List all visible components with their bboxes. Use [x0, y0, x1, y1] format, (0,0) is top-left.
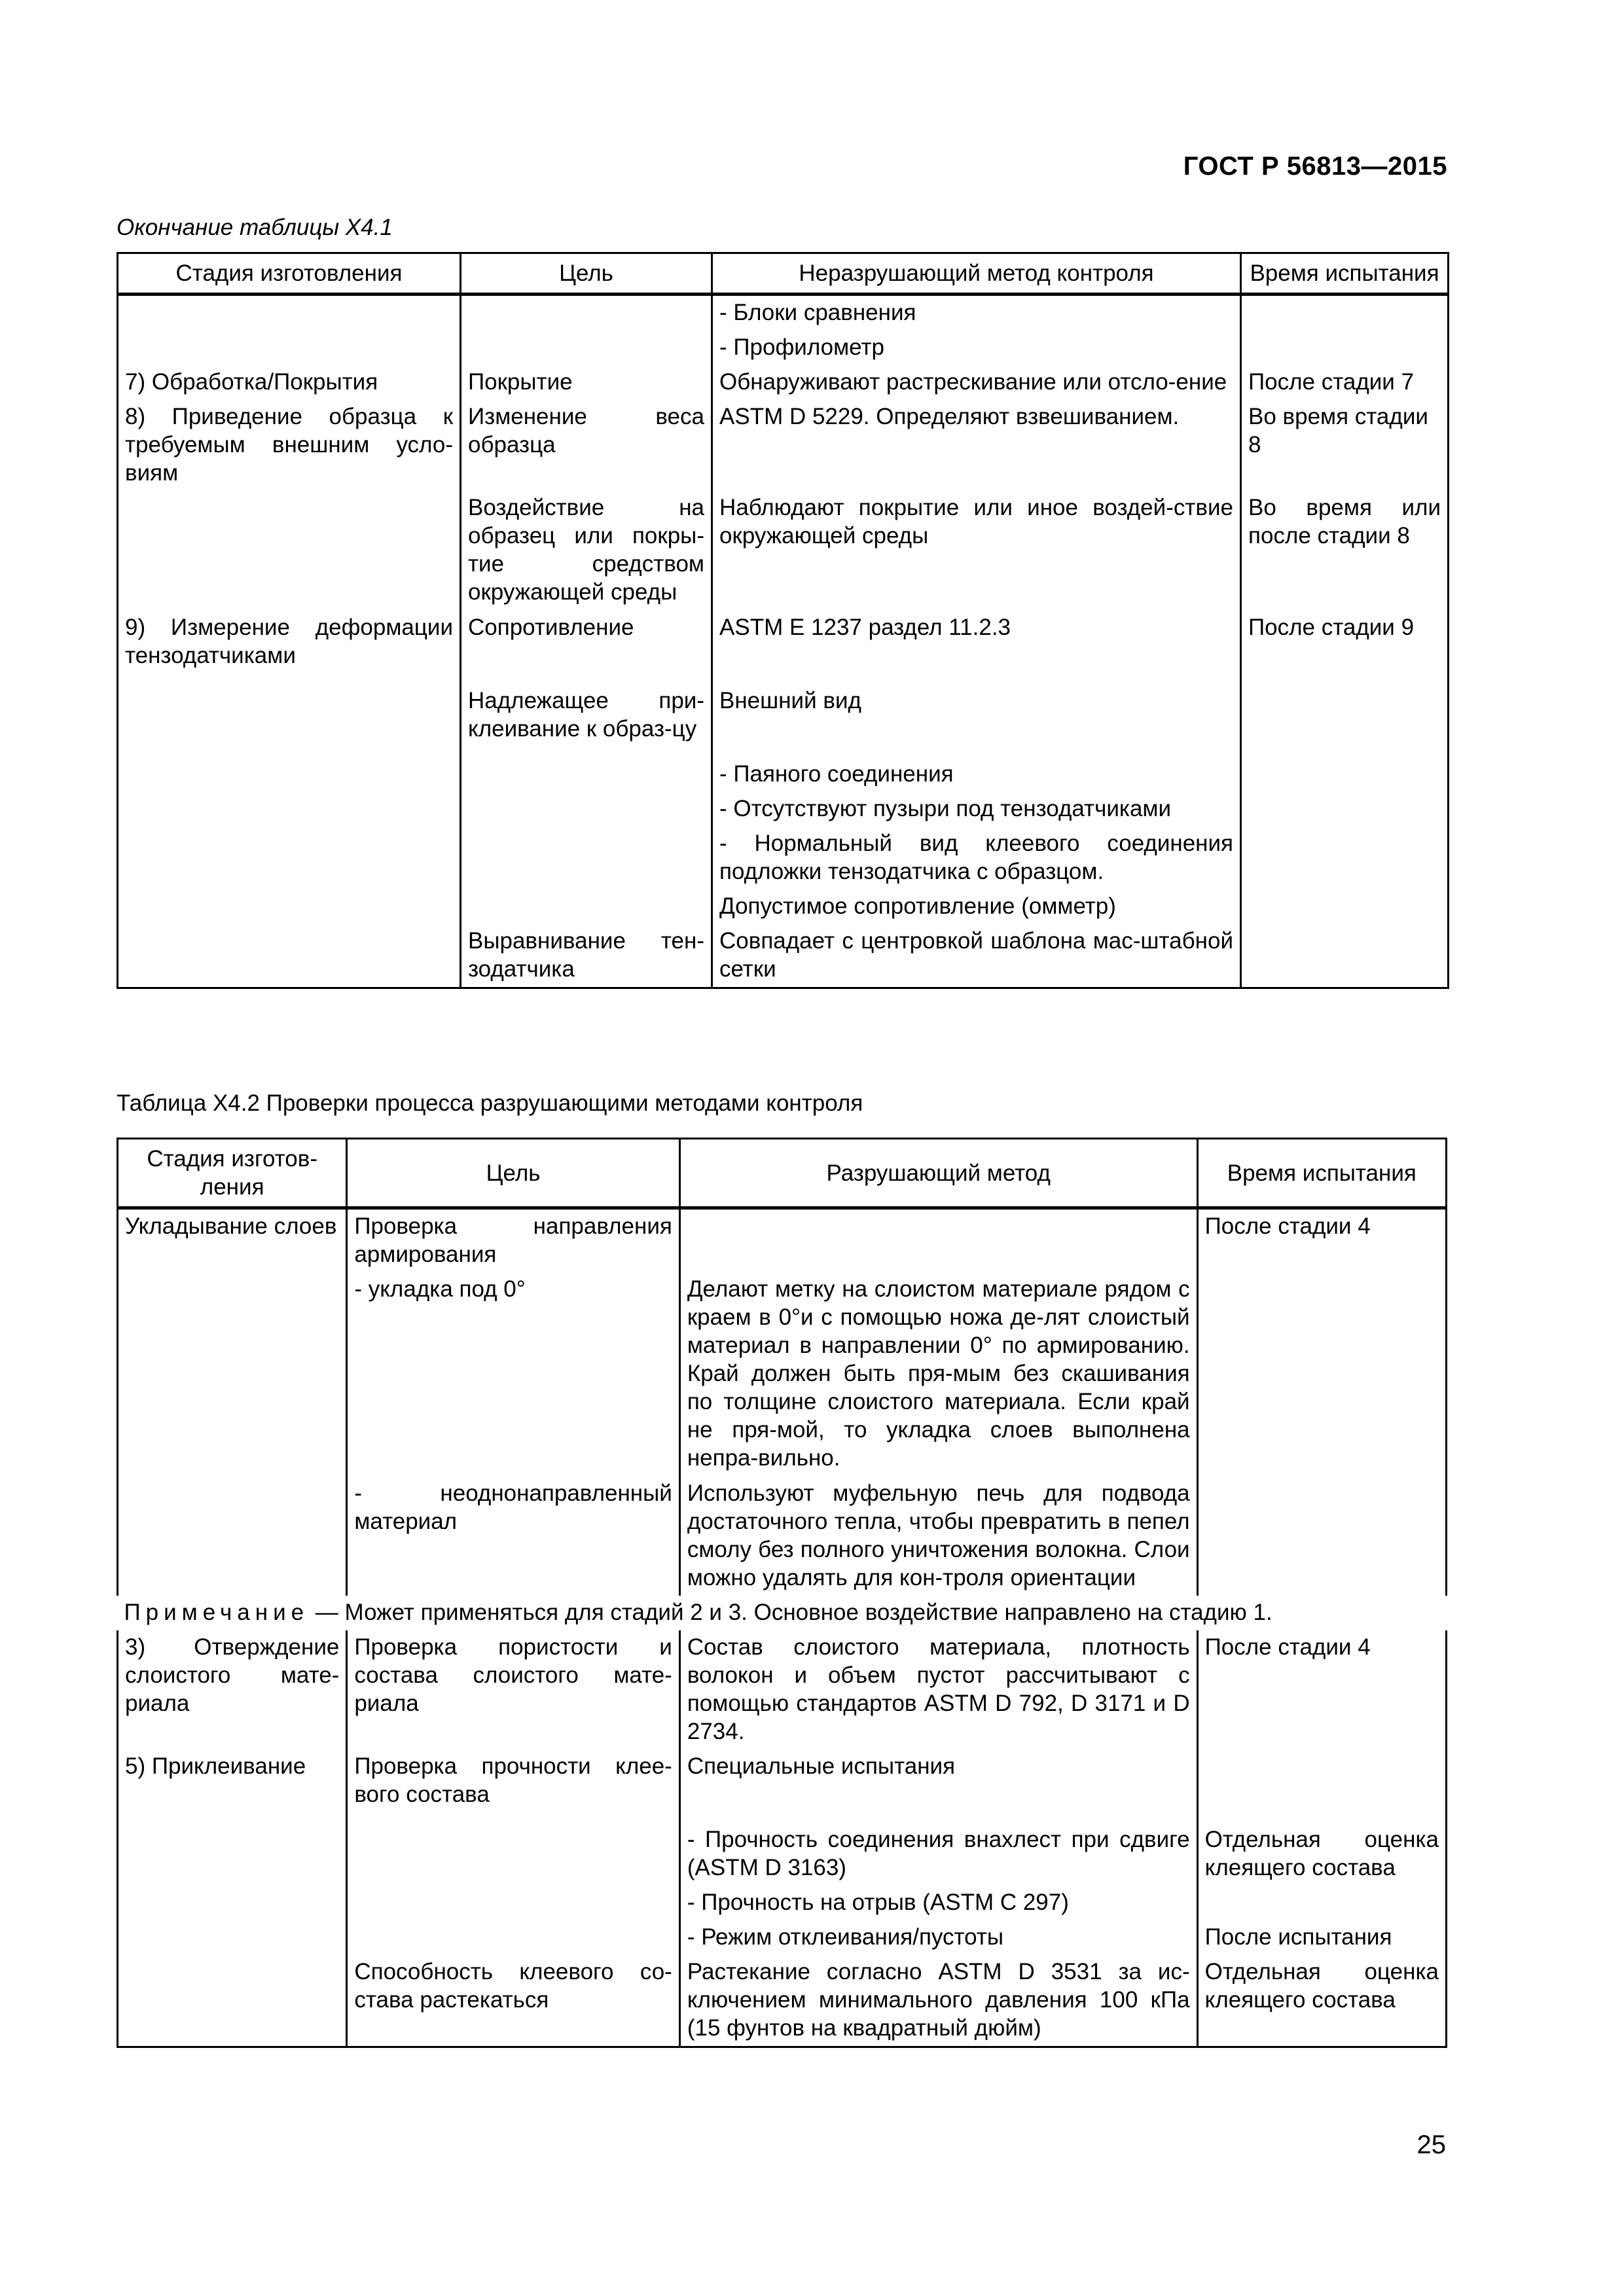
table-cell	[679, 1208, 1197, 1273]
table-cell	[118, 792, 461, 827]
table-cell: Состав слоистого материала, плотность волокон и объем пустот рассчитывают с помощью стандартов ASTM D 792, D 3171 и D 2734.	[679, 1630, 1197, 1749]
table-cell: После стадии 7	[1241, 365, 1449, 400]
table-cell: Укладывание слоев	[118, 1208, 347, 1273]
table-cell: Сопротивление	[461, 611, 712, 673]
table-cell: - Прочность на отрыв (ASTM C 297)	[679, 1886, 1197, 1920]
table-note	[118, 1596, 1447, 1630]
table-row	[118, 400, 1449, 491]
table-cell	[118, 1812, 347, 1886]
table-row	[118, 331, 1449, 365]
table-cell: Способность клеевого со-става растекаться	[347, 1955, 680, 2047]
table-cell	[1241, 924, 1449, 988]
table-cell: 8) Приведение образца к требуемым внешним усло-виям	[118, 400, 461, 491]
table-cell	[118, 1272, 347, 1476]
table-cell	[1197, 1477, 1446, 1596]
table-cell	[1241, 673, 1449, 747]
table-cell	[347, 1886, 680, 1920]
table-cell	[118, 1477, 347, 1596]
table-cell: Проверка прочности клее-вого состава	[347, 1749, 680, 1812]
table-row	[118, 889, 1449, 924]
table-cell: - Режим отклеивания/пустоты	[679, 1920, 1197, 1955]
table-header-row	[118, 253, 1449, 295]
table-cell	[461, 827, 712, 889]
header-cell: Разрушающий метод	[679, 1139, 1197, 1208]
table-cell: ASTM D 5229. Определяют взвешиванием.	[712, 400, 1241, 491]
table-cell	[118, 827, 461, 889]
table-cell: Выравнивание тен-зодатчика	[461, 924, 712, 988]
table-cell: 5) Приклеивание	[118, 1749, 347, 1812]
table-cell	[1197, 1886, 1446, 1920]
table-cell: Допустимое сопротивление (омметр)	[712, 889, 1241, 924]
table-cell: - Паяного соединения	[712, 747, 1241, 792]
header-cell: Неразрушающий метод контроля	[712, 253, 1241, 295]
table1-caption: Окончание таблицы Х4.1	[117, 215, 393, 240]
table-cell: Используют муфельную печь для подвода достаточного тепла, чтобы превратить в пепел смолу без полного уничтожения волокна. Слои можно удалять для кон-троля ориентации	[679, 1477, 1197, 1596]
table-cell	[118, 1955, 347, 2047]
table-cell	[1241, 747, 1449, 792]
table-row	[118, 1477, 1447, 1596]
header-cell: Цель	[347, 1139, 680, 1208]
table-cell: Наблюдают покрытие или иное воздей-ствие окружающей среды	[712, 491, 1241, 610]
table-cell	[1241, 827, 1449, 889]
table-cell: Проверка пористости и состава слоистого мате-риала	[347, 1630, 680, 1749]
table-row	[118, 295, 1449, 331]
table-cell	[118, 924, 461, 988]
header-cell: Стадия изготов-ления	[118, 1139, 347, 1208]
table-cell: После стадии 4	[1197, 1208, 1446, 1273]
table-row	[118, 1955, 1447, 2047]
table-row	[118, 1920, 1447, 1955]
table-cell	[1197, 1272, 1446, 1476]
table-cell	[461, 889, 712, 924]
table-cell	[461, 792, 712, 827]
table-cell: Изменение веса образца	[461, 400, 712, 491]
table-row	[118, 673, 1449, 747]
table-row	[118, 747, 1449, 792]
table-cell: Совпадает с центровкой шаблона мас-штабной сетки	[712, 924, 1241, 988]
table-row	[118, 827, 1449, 889]
table-cell: - неоднонаправленный материал	[347, 1477, 680, 1596]
table-row	[118, 1208, 1447, 1273]
table-cell	[461, 295, 712, 331]
table-cell: Отдельная оценка клеящего состава	[1197, 1812, 1446, 1886]
table-row	[118, 611, 1449, 673]
table-row	[118, 491, 1449, 610]
table-cell	[118, 673, 461, 747]
table-cell: Воздействие на образец или покры-тие средством окружающей среды	[461, 491, 712, 610]
header-cell: Стадия изготовления	[118, 253, 461, 295]
table-cell	[461, 331, 712, 365]
note-label: Примечание	[124, 1599, 310, 1625]
table-header-row	[118, 1139, 1447, 1208]
table-cell: Обнаруживают растрескивание или отсло-ение	[712, 365, 1241, 400]
table-cell	[118, 295, 461, 331]
table-row	[118, 1749, 1447, 1812]
table-cell: Отдельная оценка клеящего состава	[1197, 1955, 1446, 2047]
table-cell: - Прочность соединения внахлест при сдвиге (ASTM D 3163)	[679, 1812, 1197, 1886]
table-cell	[1241, 295, 1449, 331]
header-cell: Время испытания	[1241, 253, 1449, 295]
table-cell: Покрытие	[461, 365, 712, 400]
table-cell: Проверка направления армирования	[347, 1208, 680, 1273]
table-cell	[118, 1886, 347, 1920]
table-cell	[461, 747, 712, 792]
table-x4-2	[117, 1138, 1447, 2048]
table-cell	[118, 491, 461, 610]
table-cell: - Профилометр	[712, 331, 1241, 365]
table-row	[118, 1886, 1447, 1920]
table-cell: Внешний вид	[712, 673, 1241, 747]
header-cell: Время испытания	[1197, 1139, 1446, 1208]
table-cell	[118, 331, 461, 365]
table-cell: - Отсутствуют пузыри под тензодатчиками	[712, 792, 1241, 827]
table-row	[118, 365, 1449, 400]
header-cell: Цель	[461, 253, 712, 295]
table-cell	[118, 747, 461, 792]
table-cell: Надлежащее при-клеивание к образ-цу	[461, 673, 712, 747]
note-text: — Может применяться для стадий 2 и 3. Основное воздействие направлено на стадию 1.	[309, 1599, 1272, 1625]
table-row	[118, 1630, 1447, 1749]
table-cell: 9) Измерение деформации тензодатчиками	[118, 611, 461, 673]
table-row	[118, 1272, 1447, 1476]
table-cell: После стадии 9	[1241, 611, 1449, 673]
table-cell: После стадии 4	[1197, 1630, 1446, 1749]
table-cell	[1241, 792, 1449, 827]
table-cell: - Нормальный вид клеевого соединения подложки тензодатчика с образцом.	[712, 827, 1241, 889]
table-cell: - Блоки сравнения	[712, 295, 1241, 331]
table-cell: 3) Отверждение слоистого мате-риала	[118, 1630, 347, 1749]
table-note-row	[118, 1596, 1447, 1630]
table-cell	[1241, 889, 1449, 924]
table-cell	[1197, 1749, 1446, 1812]
table-cell: ASTM E 1237 раздел 11.2.3	[712, 611, 1241, 673]
table-cell	[1241, 331, 1449, 365]
table-cell	[347, 1812, 680, 1886]
table-cell: После испытания	[1197, 1920, 1446, 1955]
table-cell: Во время стадии 8	[1241, 400, 1449, 491]
table-x4-1	[117, 252, 1449, 989]
table-row	[118, 1812, 1447, 1886]
table-cell: Специальные испытания	[679, 1749, 1197, 1812]
page-number: 25	[1416, 2130, 1446, 2159]
table-cell: Во время или после стадии 8	[1241, 491, 1449, 610]
table-cell	[118, 889, 461, 924]
table-cell: Делают метку на слоистом материале рядом с краем в 0°и с помощью ножа де-лят слоистый материал в направлении 0° по армированию. Край должен быть пря-мым без скашивания по толщине слоистого материала. Если край не пря-мой, то укладка слоев выполнена непра-вильно.	[679, 1272, 1197, 1476]
table-cell: Растекание согласно ASTM D 3531 за ис-ключением минимального давления 100 кПа (15 фунтов на квадратный дюйм)	[679, 1955, 1197, 2047]
table-row	[118, 792, 1449, 827]
table2-caption: Таблица Х4.2 Проверки процесса разрушающими методами контроля	[117, 1090, 863, 1116]
table-cell: 7) Обработка/Покрытия	[118, 365, 461, 400]
standard-designation: ГОСТ Р 56813—2015	[1183, 152, 1447, 181]
table-cell: - укладка под 0°	[347, 1272, 680, 1476]
table-cell	[118, 1920, 347, 1955]
table-row	[118, 924, 1449, 988]
table-cell	[347, 1920, 680, 1955]
